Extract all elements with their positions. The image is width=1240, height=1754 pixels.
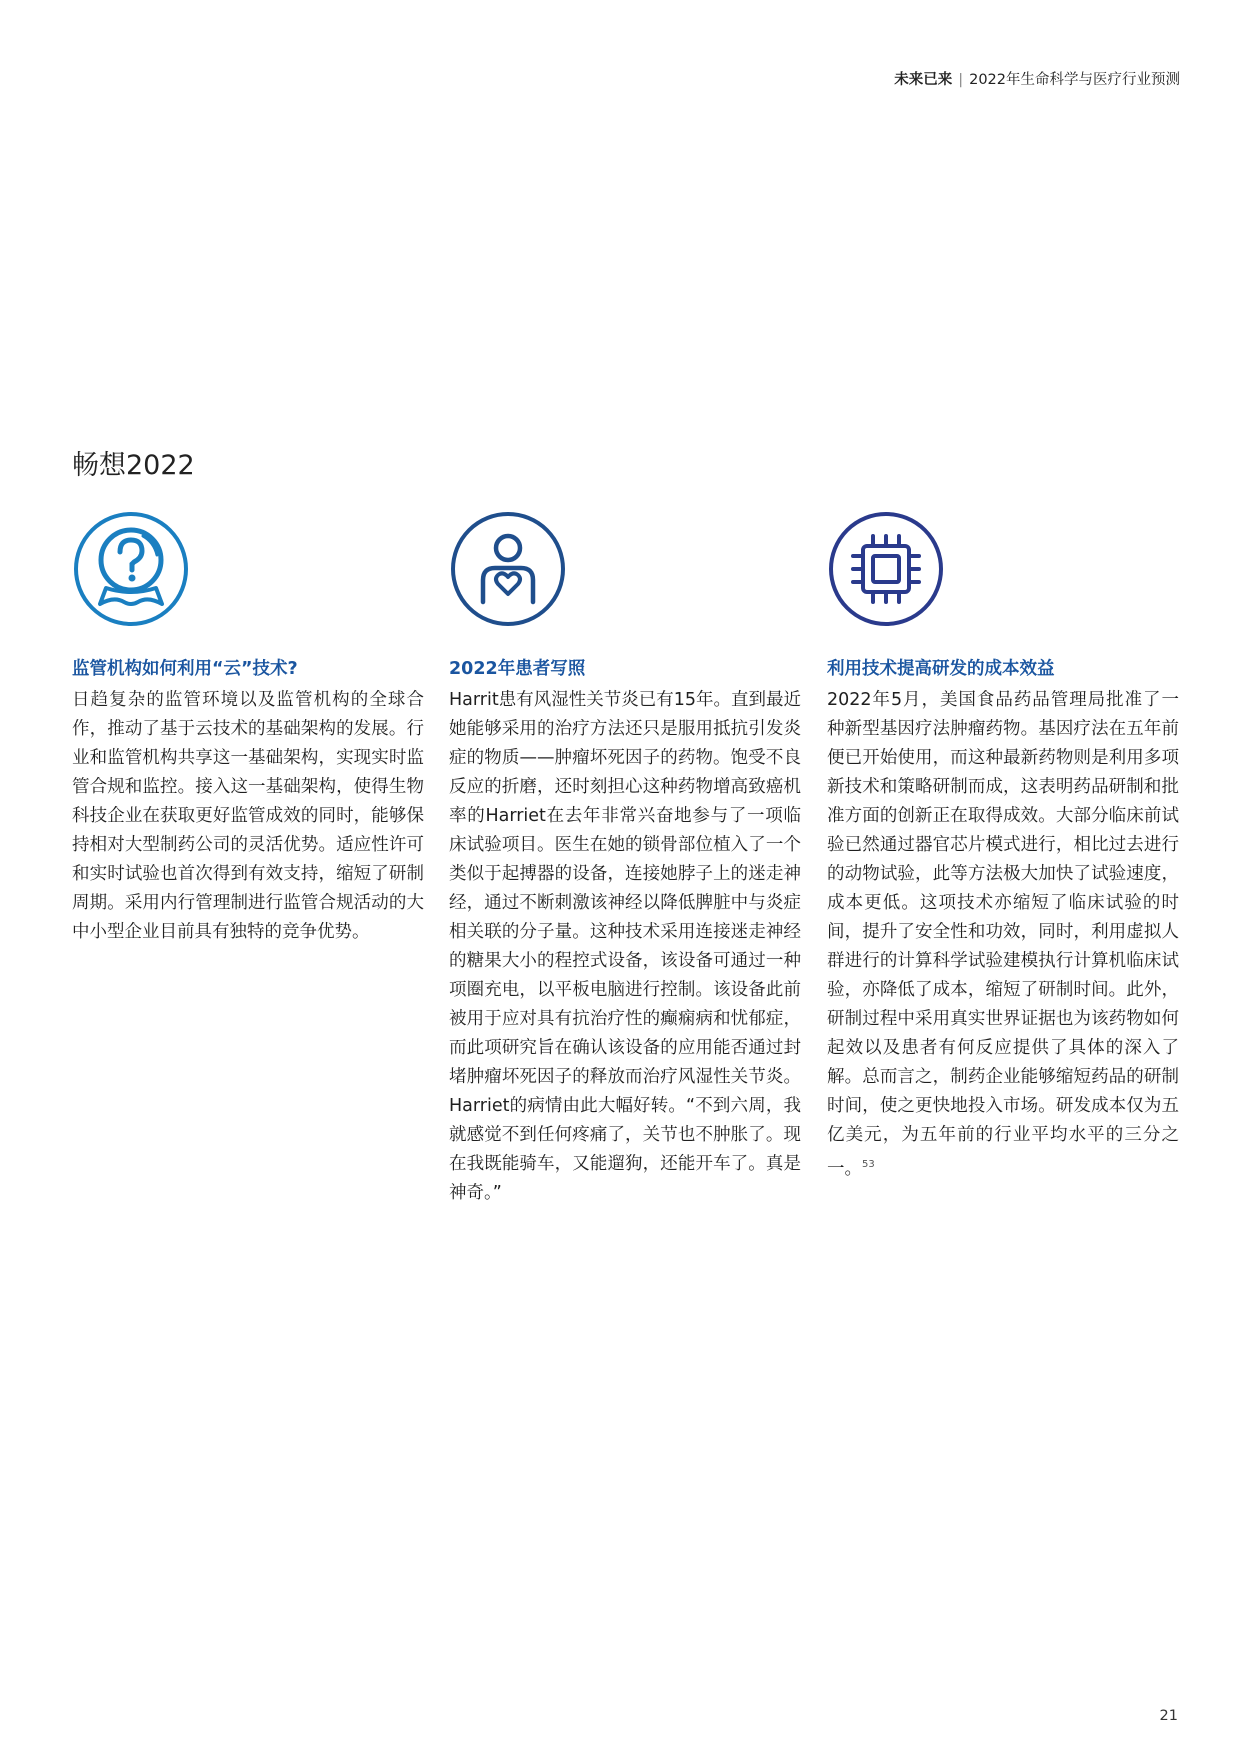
column-rd-cost-efficiency — [827, 510, 1179, 1184]
header-subtitle: 2022年生命科学与医疗行业预测 — [969, 72, 1180, 88]
crystal-ball-question-icon — [72, 510, 190, 628]
header-brand: 未来已来 — [894, 72, 953, 88]
footnote-ref: 53 — [862, 1159, 875, 1170]
page-number: 21 — [1159, 1708, 1178, 1724]
header-separator: | — [958, 72, 964, 88]
column-heading: 2022年患者写照 — [449, 659, 586, 679]
column-body-text: 2022年5月，美国食品药品管理局批准了一种新型基因疗法肿瘤药物。基因疗法在五年前便已开始使用，而这种最新药物则是利用多项新技术和策略研制而成，这表明药品研制和批准方面的创新正在取得成效。大部分临床前试验已然通过器官芯片模式进行，相比过去进行的动物试验，此等方法极大加快了试验速度，成本更低。这项技术亦缩短了临床试验的时间，提升了安全性和功效，同时，利用虚拟人群进行的计算科学试验建模执行计算机临床试验，亦降低了成本，缩短了研制时间。此外，研制过程中采用真实世界证据也为该药物如何起效以及患者有何反应提供了具体的深入了解。总而言之，制药企业能够缩短药品的研制时间，使之更快地投入市场。研发成本仅为五亿美元，为五年前的行业平均水平的三分之一。 — [827, 690, 1179, 1179]
column-body: Harrit患有风湿性关节炎已有15年。直到最近她能够采用的治疗方法还只是服用抵抗引发炎症的物质——肿瘤坏死因子的药物。饱受不良反应的折磨，还时刻担心这种药物增高致癌机率的Harriet在去年非常兴奋地参与了一项临床试验项目。医生在她的锁骨部位植入了一个类似于起搏器的设备，连接她脖子上的迷走神经，通过不断刺激该神经以降低脾脏中与炎症相关联的分子量。这种技术采用连接迷走神经的糖果大小的程控式设备，该设备可通过一种项圈充电，以平板电脑进行控制。该设备此前被用于应对具有抗治疗性的癫痫病和忧郁症，而此项研究旨在确认该设备的应用能否通过封堵肿瘤坏死因子的释放而治疗风湿性关节炎。Harriet的病情由此大幅好转。“不到六周，我就感觉不到任何疼痛了，关节也不肿胀了。现在我既能骑车，又能遛狗，还能开车了。真是神奇。” — [449, 690, 801, 1203]
column-heading: 监管机构如何利用“云”技术? — [72, 659, 298, 679]
microchip-icon — [827, 510, 945, 628]
column-body: 日趋复杂的监管环境以及监管机构的全球合作，推动了基于云技术的基础架构的发展。行业和监管机构共享这一基础架构，实现实时监管合规和监控。接入这一基础架构，使得生物科技企业在获取更好监管成效的同时，能够保持相对大型制药公司的灵活优势。适应性许可和实时试验也首次得到有效支持，缩短了研制周期。采用内行管理制进行监管合规活动的大中小型企业目前具有独特的竞争优势。 — [72, 690, 424, 942]
column-body — [827, 686, 1179, 1184]
section-title: 畅想2022 — [72, 450, 195, 481]
page-header — [894, 68, 1180, 89]
column-regulation-cloud — [72, 510, 424, 947]
column-heading: 利用技术提高研发的成本效益 — [827, 659, 1055, 679]
patient-heart-icon — [449, 510, 567, 628]
column-patient-portrait — [449, 510, 801, 1208]
